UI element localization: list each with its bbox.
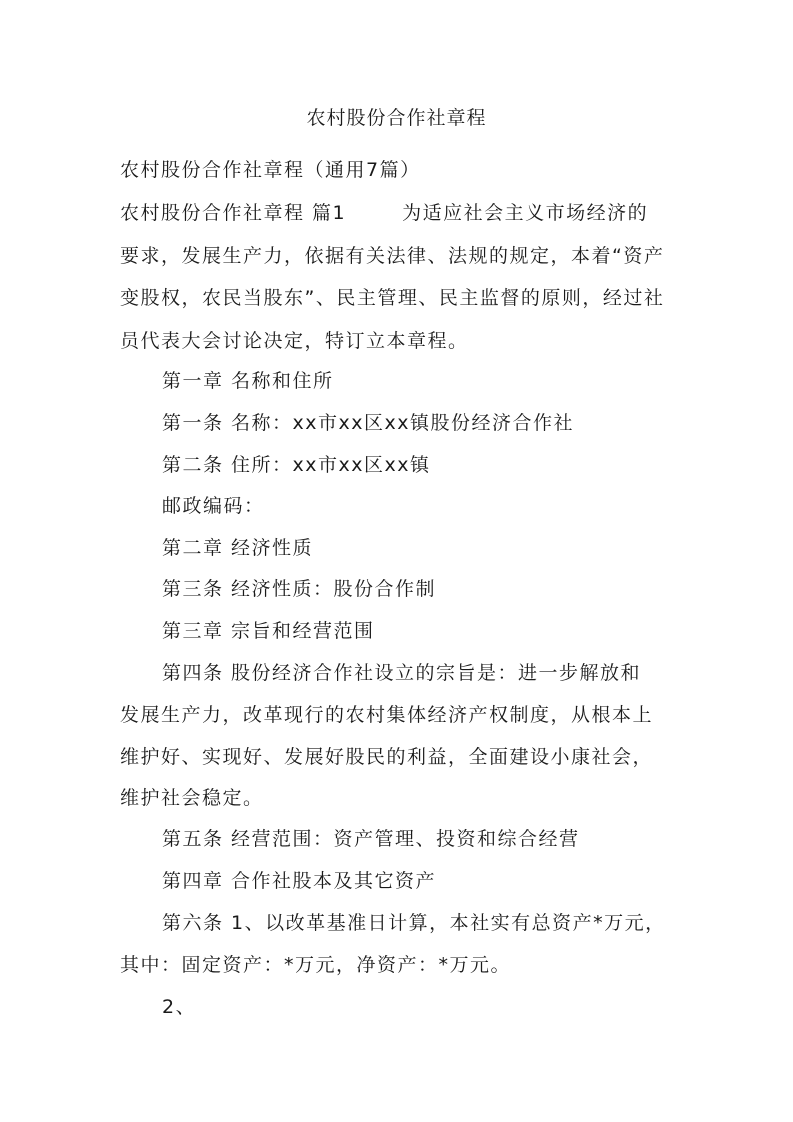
article-line: 2、 bbox=[162, 996, 197, 1018]
intro-heading: 农村股份合作社章程 篇1 bbox=[120, 202, 347, 224]
article-line: 第六条 1、以改革基准日计算，本社实有总资产*万元， bbox=[162, 912, 666, 934]
article-line: 邮政编码： bbox=[162, 495, 265, 517]
article-line: 第一条 名称：xx市xx区xx镇股份经济合作社 bbox=[162, 412, 575, 434]
intro-first-line-text: 为适应社会主义市场经济的 bbox=[402, 202, 649, 224]
document-subtitle: 农村股份合作社章程（通用7篇） bbox=[120, 159, 421, 181]
chapter-heading: 第四章 合作社股本及其它资产 bbox=[162, 870, 437, 892]
paragraph-line: 维护社会稳定。 bbox=[120, 787, 264, 809]
article-line: 第四条 股份经济合作社设立的宗旨是：进一步解放和 bbox=[162, 662, 642, 684]
paragraph-line: 发展生产力，改革现行的农村集体经济产权制度，从根本上 bbox=[120, 704, 654, 726]
chapter-heading: 第一章 名称和住所 bbox=[162, 370, 334, 392]
chapter-heading: 第三章 宗旨和经营范围 bbox=[162, 620, 375, 642]
paragraph-line: 维护好、实现好、发展好股民的利益，全面建设小康社会， bbox=[120, 746, 654, 768]
chapter-heading: 第二章 经济性质 bbox=[162, 537, 314, 559]
paragraph-line: 要求，发展生产力，依据有关法律、法规的规定，本着“资产 bbox=[120, 245, 665, 267]
paragraph-line: 其中：固定资产：*万元，净资产：*万元。 bbox=[120, 954, 512, 976]
article-line: 第二条 住所：xx市xx区xx镇 bbox=[162, 454, 431, 476]
paragraph-line: 员代表大会讨论决定，特订立本章程。 bbox=[120, 330, 469, 352]
paragraph-line: 变股权，农民当股东”、民主管理、民主监督的原则，经过社 bbox=[120, 287, 665, 309]
article-line: 第五条 经营范围：资产管理、投资和综合经营 bbox=[162, 828, 580, 850]
article-line: 第三条 经济性质：股份合作制 bbox=[162, 578, 437, 600]
intro-first-line bbox=[120, 199, 680, 227]
document-title: 农村股份合作社章程 bbox=[306, 107, 487, 129]
